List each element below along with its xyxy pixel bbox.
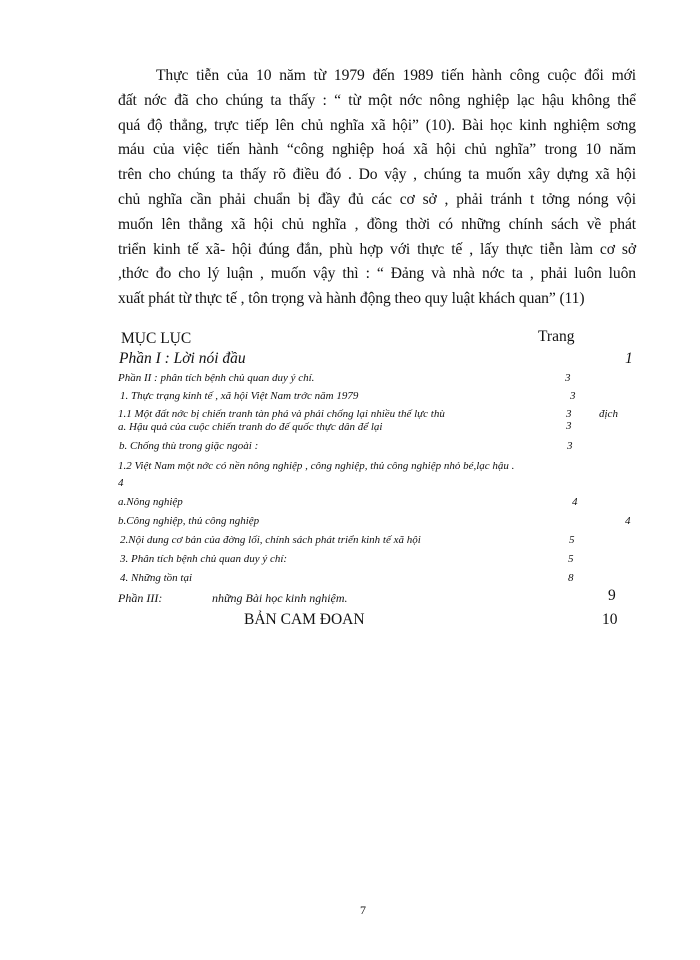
paragraph-line: quá độ thẳng, trực tiếp lên chủ nghĩa xã hội” (10). Bài học kinh nghiệm sơng bbox=[118, 116, 636, 134]
paragraph-line: Thực tiễn của 10 năm từ 1979 đến 1989 tiến hành công cuộc đổi mới bbox=[156, 67, 636, 84]
paragraph-line: trên cho chúng ta thấy rõ điều đó . Do vậy , chúng ta muốn xây dựng xã hội bbox=[118, 166, 636, 184]
toc-entry-label: 4. Những tồn tại bbox=[120, 572, 193, 584]
paragraph-line: xuất phát từ thực tế , tôn trọng và hành động theo quy luật khách quan” (11) bbox=[118, 290, 585, 308]
toc-entry-page: 4 bbox=[625, 515, 631, 527]
paragraph-line: muốn lên thẳng xã hội chủ nghĩa , đồng thời có những chính sách về phát bbox=[118, 215, 636, 233]
toc-entry-page: 5 bbox=[568, 553, 574, 565]
toc-page-column-label: Trang bbox=[538, 328, 575, 345]
toc-entry-label: 1. Thực trạng kinh tế , xã hội Việt Nam trớc năm 1979 bbox=[120, 390, 359, 402]
toc-entry-label: a. Hậu quả của cuộc chiến tranh do đế quốc thực dân để lại bbox=[118, 421, 383, 433]
paragraph-line: máu của việc tiến hành “công nghiệp hoá xã hội chủ nghĩa” trong 10 năm bbox=[118, 141, 636, 159]
toc-entry-label: 2.Nội dung cơ bản của đờng lối, chính sách phát triển kinh tế xã hội bbox=[120, 534, 421, 546]
toc-entry-tail: địch bbox=[599, 408, 618, 420]
toc-entry-page: 1 bbox=[625, 350, 633, 367]
toc-entry-label: 3. Phân tích bệnh chủ quan duy ý chí: bbox=[120, 553, 288, 565]
toc-entry-label: 1.1 Một đất nớc bị chiến tranh tàn phá và phải chống lại nhiều thế lực thù bbox=[118, 408, 445, 420]
paragraph-line: đất nớc đã cho chúng ta thấy : “ từ một nớc nông nghiệp lạc hậu không thể bbox=[118, 91, 636, 109]
toc-entry-title: những Bài học kinh nghiệm. bbox=[212, 591, 348, 605]
toc-entry-label: b. Chống thù trong giặc ngoài : bbox=[119, 440, 259, 452]
paragraph-line: ,thớc đo cho lý luận , muốn vậy thì : “ Đảng và nhà nớc ta , phải luôn luôn bbox=[118, 265, 636, 283]
toc-entry-label: Phần I : Lời nói đầu bbox=[119, 350, 246, 367]
toc-entry-label: a.Nông nghiệp bbox=[118, 496, 183, 508]
toc-entry-page: 3 bbox=[570, 390, 576, 402]
toc-entry-page: 3 bbox=[566, 420, 572, 432]
page-number: 7 bbox=[360, 903, 366, 917]
toc-heading: MỤC LỤC bbox=[121, 330, 192, 347]
toc-entry-page: 8 bbox=[568, 572, 574, 584]
toc-entry-page: 3 bbox=[566, 408, 572, 420]
toc-entry-label: Phần II : phân tích bệnh chủ quan duy ý chí. bbox=[118, 372, 315, 384]
paragraph-line: chủ nghĩa cần phải chuẩn bị đầy đủ các cơ sở , phải tránh t tởng nóng vội bbox=[118, 190, 636, 208]
toc-entry-label: BẢN CAM ĐOAN bbox=[244, 611, 365, 628]
toc-entry-label: 4 bbox=[118, 477, 124, 489]
toc-entry-page: 9 bbox=[608, 587, 616, 604]
toc-entry-label: 1.2 Việt Nam một nớc có nền nông nghiệp , công nghiệp, thủ công nghiệp nhỏ bé,lạc hậu . bbox=[118, 460, 515, 472]
paragraph-line: triển kinh tế xã- hội đúng đắn, phù hợp với thực tế , lấy thực tiễn làm cơ sở bbox=[118, 240, 636, 258]
toc-entry-label: b.Công nghiệp, thủ công nghiệp bbox=[118, 515, 260, 527]
toc-entry-label: Phần III: bbox=[118, 591, 163, 605]
toc-entry-page: 3 bbox=[565, 372, 571, 384]
toc-entry-page: 5 bbox=[569, 534, 575, 546]
toc-entry-page: 4 bbox=[572, 496, 578, 508]
toc-entry-page: 3 bbox=[567, 440, 573, 452]
toc-entry-page: 10 bbox=[602, 611, 618, 628]
